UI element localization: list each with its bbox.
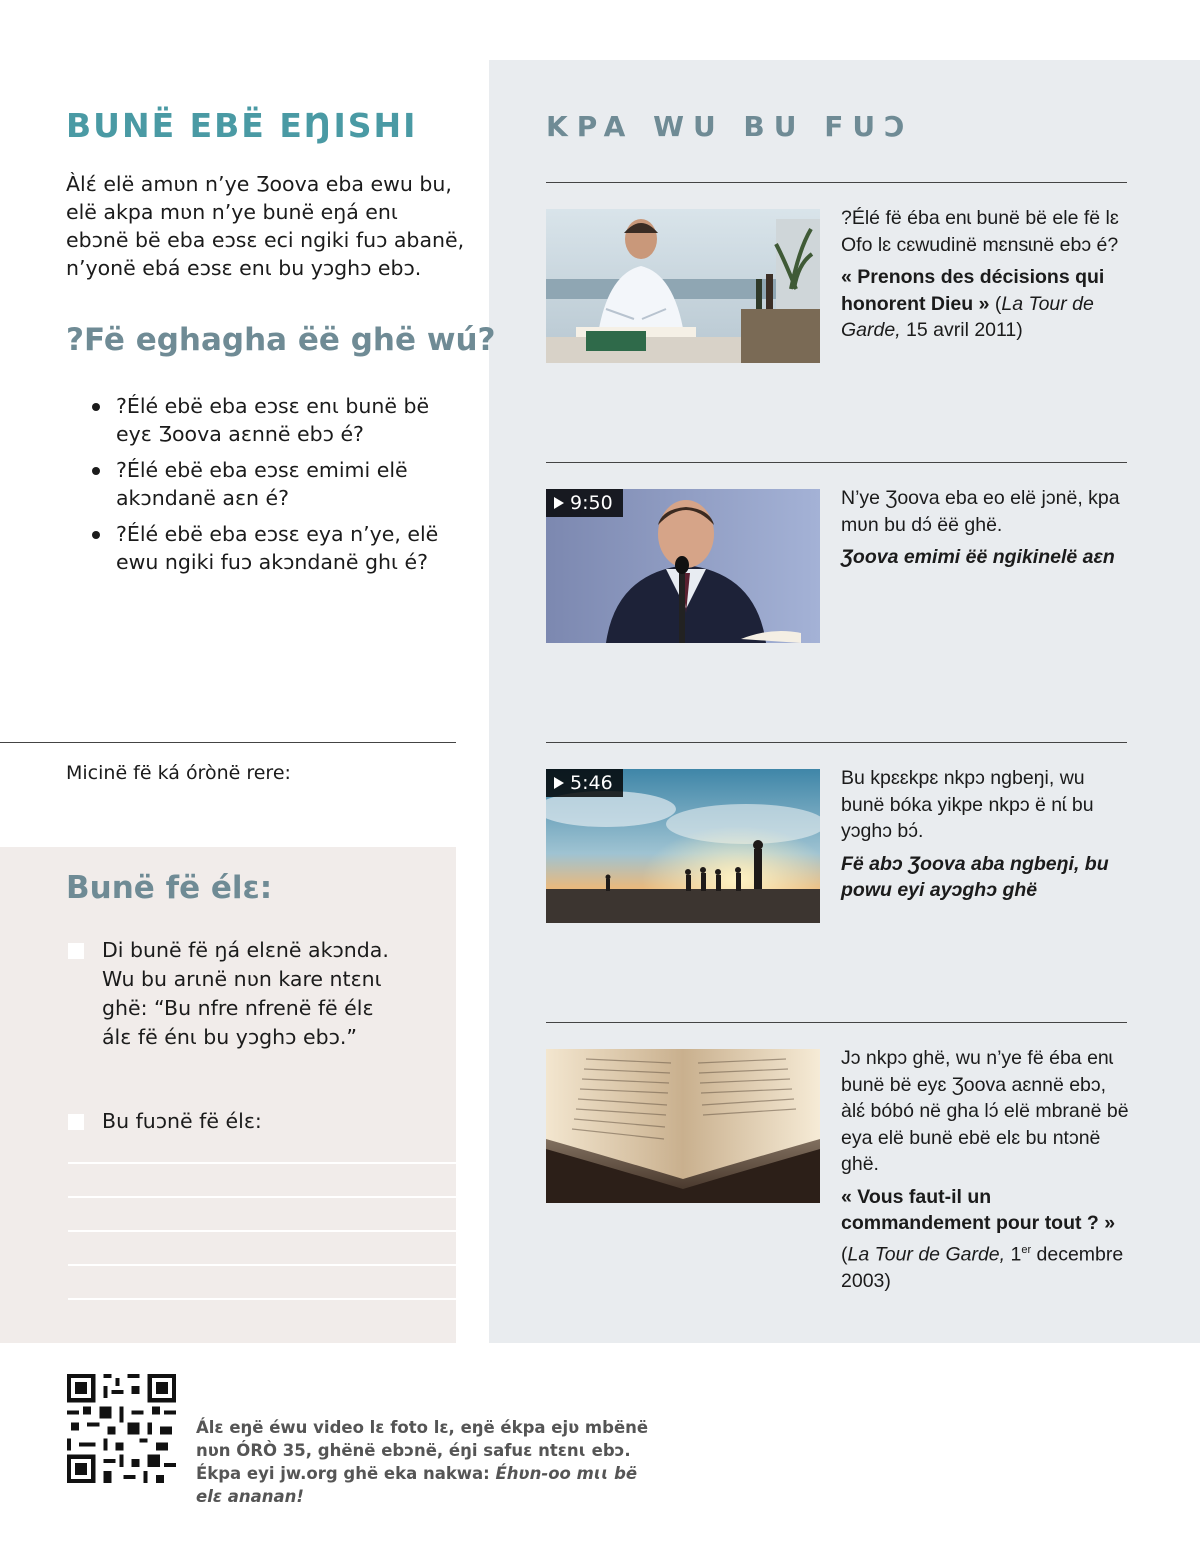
- bullet-icon: [92, 531, 100, 539]
- item-text: Jɔ nkpɔ ghë, wu n’ye fë éba enɩ bunë bë eyɛ Ʒoova aɛnnë ebɔ, àlɛ́ bóbó në gha lɔ́ elë mbranë bë eya elë bunë ebë elɛ bu ntɔnë ghë. « Vous faut-il un commandement pour tout ? » (La Tour de Garde, 1er decembre 2003): [841, 1045, 1131, 1294]
- notes-panel: [0, 847, 456, 1343]
- duration-badge: 9:50: [546, 489, 623, 517]
- checkbox-label: Bu fuɔnë fë élɛ:: [102, 1109, 262, 1133]
- divider: [546, 742, 1127, 743]
- bullet-icon: [92, 467, 100, 475]
- tasks-heading: Bunë fë élɛ:: [66, 870, 273, 906]
- divider: [0, 742, 456, 743]
- reference[interactable]: « Vous faut-il un commandement pour tout ? » (La Tour de Garde, 1er decembre 2003): [841, 1185, 1124, 1292]
- video-title[interactable]: Ʒoova emimi ëë ngikinelë aɛn: [841, 546, 1115, 568]
- question-list: [92, 392, 452, 584]
- footer-text: Álɛ eŋë éwu video lɛ foto lɛ, eŋë ékpa ejʋ mbënë nʋn ÓRÒ 35, ghënë ebɔnë, éŋi safuɛ ntɛnɩ ebɔ. Ékpa eyi jw.org ghë eka nakwa: Éhʋn-oo mɩɩ bë elɛ ananan!: [196, 1418, 649, 1506]
- divider: [546, 182, 1127, 183]
- reference[interactable]: « Prenons des décisions qui honorent Dieu » (La Tour de Garde, 15 avril 2011): [841, 266, 1105, 341]
- play-icon: [554, 777, 564, 789]
- man-studying-bible-photo: [546, 209, 820, 363]
- list-item: ?Élé ebë eba eɔsɛ enɩ bunë bë eyɛ Ʒoova aɛnnë ebɔ é?: [92, 392, 452, 448]
- duration-badge: 5:46: [546, 769, 623, 797]
- section-title: KPA WU BU FUƆ: [546, 110, 914, 143]
- video-title[interactable]: Fë abɔ Ʒoova aba ngbeŋi, bu powu eyi ayɔghɔ ghë: [841, 852, 1109, 901]
- divider: [546, 462, 1127, 463]
- video-thumbnail[interactable]: [546, 489, 820, 643]
- list-item: ?Élé ebë eba eɔsɛ emimi elë akɔndanë aɛn é?: [92, 456, 452, 512]
- divider: [546, 1022, 1127, 1023]
- notes-label: Micinë fë ká órònë rere:: [66, 762, 291, 784]
- play-icon: [554, 497, 564, 509]
- bullet-icon: [92, 403, 100, 411]
- write-line[interactable]: [68, 1264, 456, 1266]
- item-text: Bu kpɛɛkpɛ nkpɔ ngbeŋi, wu bunë bóka yikpe nkpɔ ë nɩ́ bu yɔghɔ bɔ́. Fë abɔ Ʒoova aba ngbeŋi, bu powu eyi ayɔghɔ ghë: [841, 765, 1131, 904]
- qr-code-icon[interactable]: [67, 1374, 176, 1483]
- checkbox[interactable]: [68, 943, 84, 959]
- item-text: N’ye Ʒoova eba eo elë jɔnë, kpa mʋn bu dɔ́ ëë ghë. Ʒoova emimi ëë ngikinelë aɛn: [841, 485, 1131, 571]
- checkbox-label: Di bunë fë ŋá elɛnë akɔnda. Wu bu arɩnë nʋn kare ntɛnɩ ghë: “Bu nfre nfrenë fë élɛ álɛ fë énɩ bu yɔghɔ ebɔ.”: [102, 938, 389, 1049]
- write-line[interactable]: [68, 1298, 456, 1300]
- item-text: ?Élé fë éba enɩ bunë bë ele fë lɛ Ofo lɛ cɛwudinë mɛnsɩnë ebɔ é? « Prenons des décisions qui honorent Dieu » (La Tour de Garde, 15 avril 2011): [841, 205, 1131, 344]
- thumbnail[interactable]: [546, 209, 820, 363]
- checkbox[interactable]: [68, 1114, 84, 1130]
- video-thumbnail[interactable]: [546, 769, 820, 923]
- write-line[interactable]: [68, 1196, 456, 1198]
- intro-text: Àlɛ́ elë amʋn n’ye Ʒoova eba ewu bu, elë akpa mʋn n’ye bunë eŋá enɩ ebɔnë bë eba eɔsɛ eci ngiki fuɔ abanë, n’yonë ebá eɔsɛ enɩ bu yɔghɔ ebɔ.: [66, 172, 465, 280]
- thumbnail[interactable]: [546, 1049, 820, 1203]
- write-line[interactable]: [68, 1162, 456, 1164]
- list-item: ?Élé ebë eba eɔsɛ eya n’ye, elë ewu ngiki fuɔ akɔndanë ghɩ é?: [92, 520, 452, 576]
- write-line[interactable]: [68, 1230, 456, 1232]
- question-heading: ?Fë eghagha ëë ghë wú?: [66, 322, 496, 358]
- page-title: BUNË EBË EŊISHI: [66, 106, 418, 145]
- open-bible-photo: [546, 1049, 820, 1203]
